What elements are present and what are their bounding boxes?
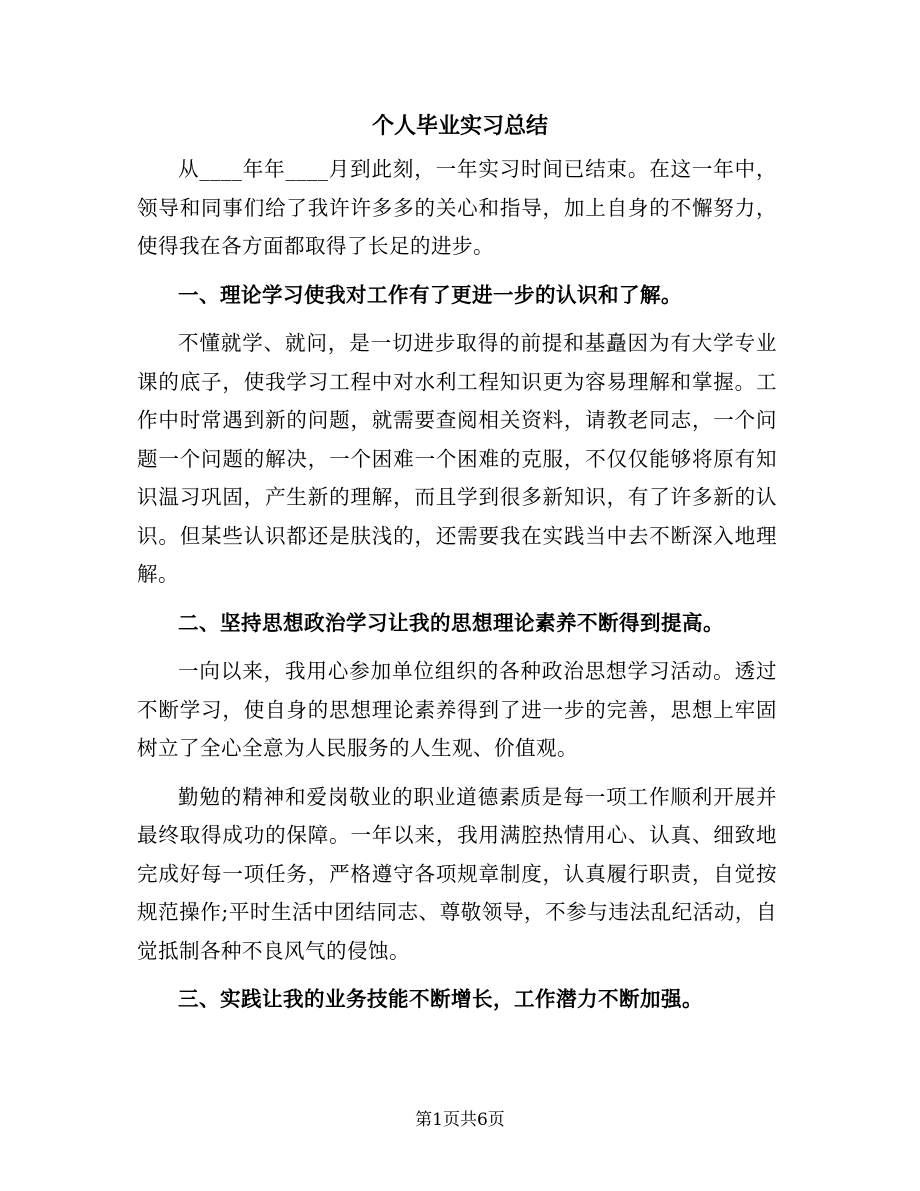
document-body bbox=[137, 150, 777, 1019]
section-2-paragraph-2: 勤勉的精神和爱岗敬业的职业道德素质是每一项工作顺利开展并最终取得成功的保障。一年以来，我用满腔热情用心、认真、细致地完成好每一项任务，严格遵守各项规章制度，认真履行职责，自觉按规范操作;平时生活中团结同志、尊敬领导，不参与违法乱纪活动，自觉抵制各种不良风气的侵蚀。 bbox=[137, 784, 777, 963]
section-heading-2: 二、坚持思想政治学习让我的思想理论素养不断得到提高。 bbox=[178, 610, 724, 635]
section-2-paragraph-1: 一向以来，我用心参加单位组织的各种政治思想学习活动。透过不断学习，使自身的思想理论素养得到了进一步的完善，思想上牢固树立了全心全意为人民服务的人生观、价值观。 bbox=[137, 659, 777, 760]
intro-paragraph: 从____年年____月到此刻，一年实习时间已结束。在这一年中，领导和同事们给了我许许多多的关心和指导，加上自身的不懈努力，使得我在各方面都取得了长足的进步。 bbox=[137, 157, 777, 258]
section-heading-1: 一、理论学习使我对工作有了更进一步的认识和了解。 bbox=[178, 282, 682, 307]
section-1-paragraph: 不懂就学、就问，是一切进步取得的前提和基矗因为有大学专业课的底子，使我学习工程中对水利工程知识更为容易理解和掌握。工作中时常遇到新的问题，就需要查阅相关资料，请教老同志，一个问题一个问题的解决，一个困难一个困难的克服，不仅仅能够将原有知识温习巩固，产生新的理解，而且学到很多新知识，有了许多新的认识。但某些认识都还是肤浅的，还需要我在实践当中去不断深入地理解。 bbox=[137, 331, 777, 586]
page-number-footer: 第1页共6页 bbox=[415, 1110, 505, 1130]
section-heading-3: 三、实践让我的业务技能不断增长，工作潜力不断加强。 bbox=[178, 987, 703, 1011]
document-title: 个人毕业实习总结 bbox=[371, 113, 548, 139]
